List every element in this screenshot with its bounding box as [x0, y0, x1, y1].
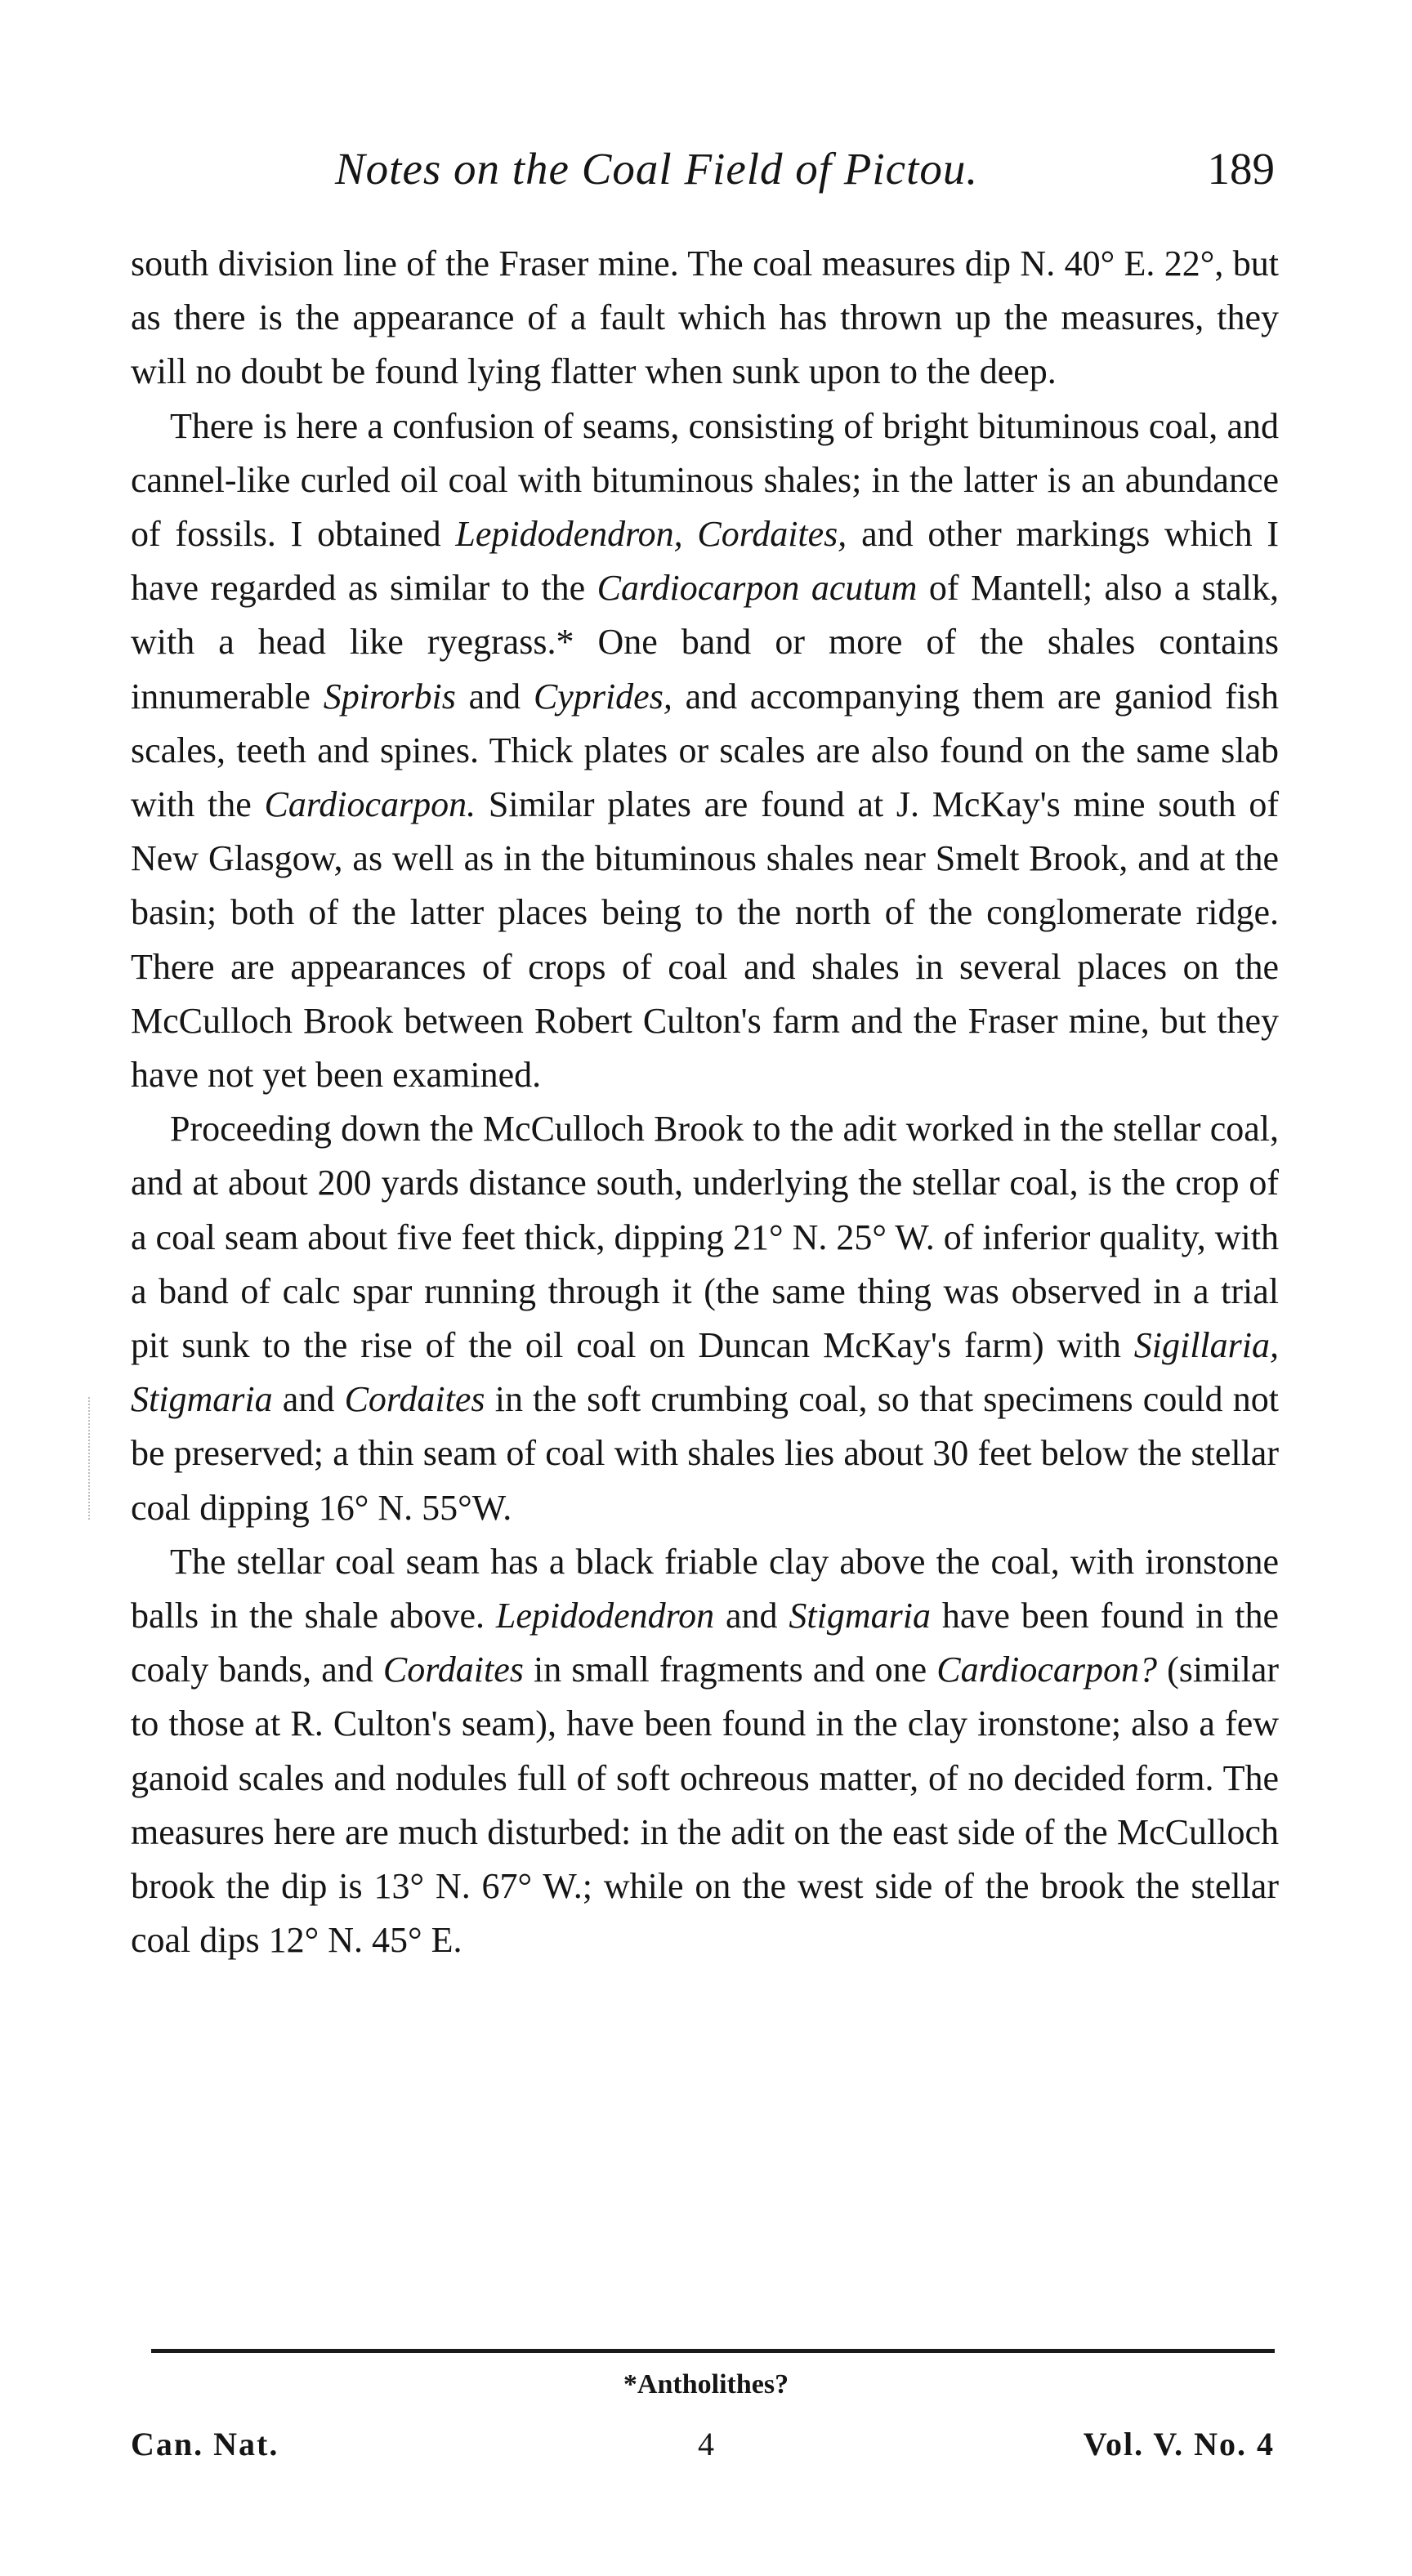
text-run: Similar plates are found at J. McKay's mine south of New Glasgow, as well as in the bituminous shales near Smelt Brook, and at the basin; both of the latter places being to the north of the conglomerate ridge. There are appearances of crops of coal and shales in several places on the McCulloch Brook between Robert Culton's farm and the Fraser mine, but they have not yet been examined. [131, 784, 1279, 1096]
paragraph [131, 237, 1279, 400]
text-run: The stellar coal seam has a black friable clay above the coal, with ironstone balls in the shale above. [131, 1541, 1279, 1636]
italic-term: Spirorbis [323, 676, 456, 717]
text-run: and other markings which I have regarded as similar to the [131, 514, 1279, 609]
text-run: There is here a confusion of seams, consisting of bright bituminous coal, and cannel-like curled oil coal with bituminous shales; in the latter is an abundance of fossils. I obtained [131, 405, 1279, 555]
text-run: (similar to those at R. Culton's seam), have been found in the clay ironstone; also a few ganoid scales and nodules full of soft ochreous matter, of no decided form. The measures here are much disturbed: in the adit on the east side of the McCulloch brook the dip is 13° N. 67° W.; while on the west side of the brook the stellar coal dips 12° N. 45° E. [131, 1650, 1280, 1961]
italic-term: Cardiocarpon. [264, 784, 476, 825]
italic-term: Cardiocarpon acutum [597, 568, 918, 609]
margin-mark [88, 1397, 93, 1520]
journal-signature: Can. Nat. [131, 2426, 279, 2462]
italic-term: Cordaites, [697, 514, 847, 555]
italic-term: Lepidodendron [495, 1596, 715, 1636]
italic-term: Lepidodendron, [455, 514, 683, 555]
body-text [131, 237, 1279, 1968]
italic-term: Cyprides, [533, 676, 672, 717]
running-head [131, 143, 1275, 208]
italic-term: Cardiocarpon? [936, 1650, 1157, 1690]
text-run: have been found in the coaly bands, and [131, 1596, 1280, 1690]
text-run: and accompanying them are ganiod fish scales, teeth and spines. Thick plates or scales are also found on the same slab with the [131, 676, 1279, 825]
italic-term: Sigillaria, [1133, 1325, 1279, 1366]
text-run: and [272, 1379, 345, 1420]
signature-line [0, 2425, 1412, 2474]
page-number: 189 [1207, 144, 1275, 194]
text-run [683, 514, 698, 554]
text-run: Proceeding down the McCulloch Brook to the adit worked in the stellar coal, and at about 200 yards distance south, underlying the stellar coal, is the crop of a coal seam about five feet thick, dipping 21° N. 25° W. of inferior quality, with a band of calc spar running through it (the same thing was observed in a trial pit sunk to the rise of the oil coal on Duncan McKay's farm) with [131, 1109, 1279, 1366]
paragraph [131, 400, 1279, 1103]
italic-term: Stigmaria [789, 1596, 931, 1636]
italic-term: Stigmaria [131, 1379, 273, 1420]
paragraph [131, 1535, 1279, 1968]
text-run: and [455, 676, 534, 717]
sheet-signature: 4 [698, 2426, 714, 2462]
text-run: in small fragments and one [523, 1650, 937, 1690]
italic-term: Cordaites [382, 1650, 524, 1690]
text-run: south division line of the Fraser mine. The coal measures dip N. 40° E. 22°, but as there is the appearance of a fault which has thrown up the measures, they will no doubt be found lying flatter when sunk upon to the deep. [131, 243, 1279, 392]
text-run: and [714, 1596, 789, 1636]
paragraph [131, 1102, 1279, 1535]
running-title: Notes on the Coal Field of Pictou. [335, 144, 979, 194]
text-run: in the soft crumbing coal, so that specimens could not be preserved; a thin seam of coal with shales lies about 30 feet below the stellar coal dipping 16° N. 55°W. [131, 1379, 1279, 1528]
footnote: *Antholithes? [623, 2369, 789, 2400]
text-run: of Mantell; also a stalk, with a head like ryegrass.* One band or more of the shales contains innumerable [131, 568, 1279, 717]
volume-signature: Vol. V. No. 4 [1083, 2426, 1275, 2462]
italic-term: Cordaites [344, 1379, 485, 1420]
footnote-rule [151, 2349, 1275, 2353]
